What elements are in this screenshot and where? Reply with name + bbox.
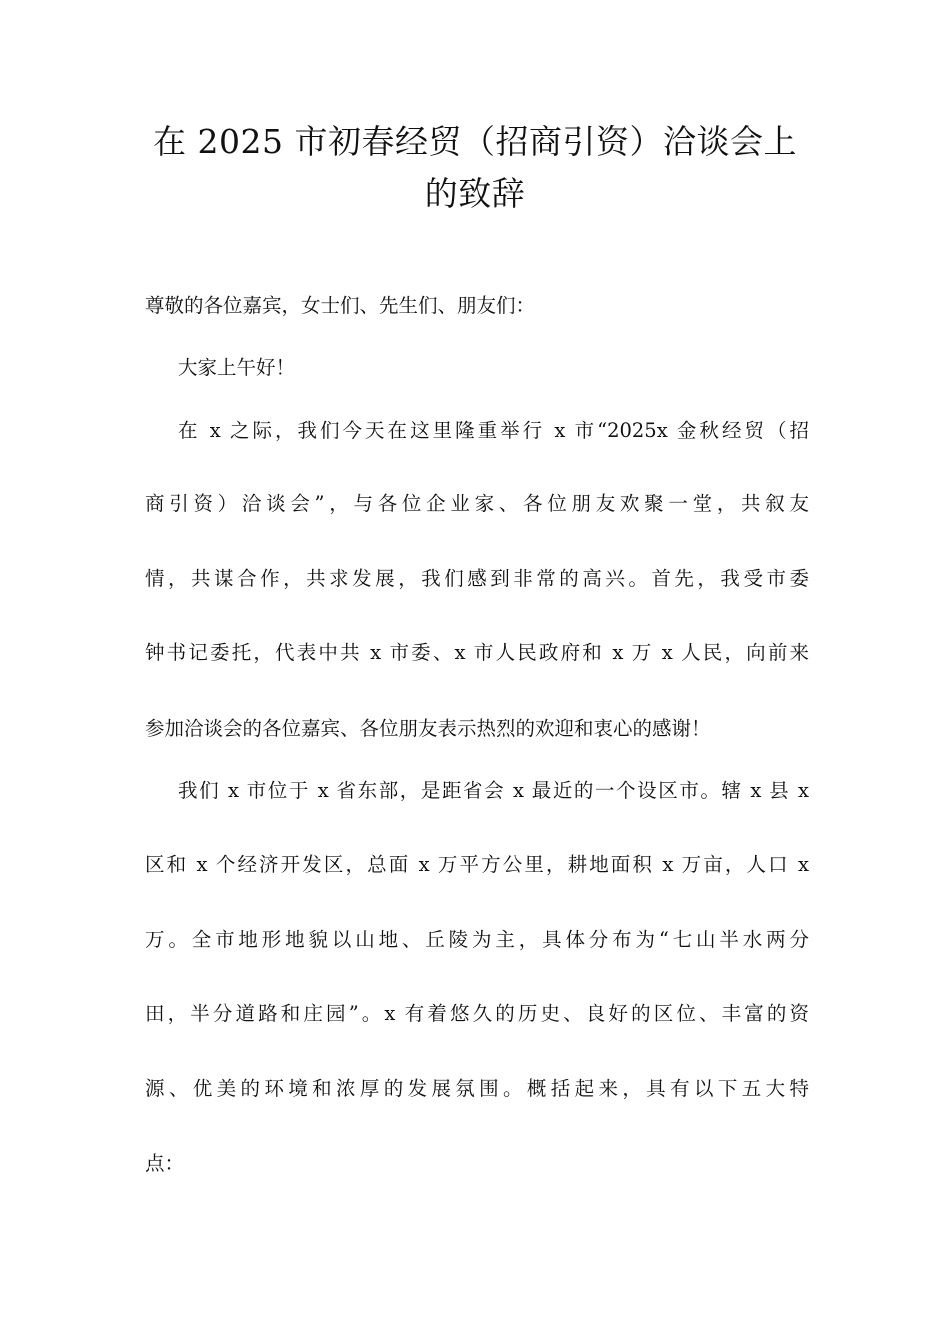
paragraph-1-line-1: 在 x 之际，我们今天在这里隆重举行 x 市“2025x 金秋经贸（招 [178,419,809,442]
document-title-line-2: 的致辞 [424,174,526,213]
paragraph-1-line-3: 情，共谋合作，共求发展，我们感到非常的高兴。首先，我受市委 [145,567,809,590]
paragraph-1-line-2: 商引资）洽谈会”，与各位企业家、各位朋友欢聚一堂，共叙友 [145,492,809,515]
paragraph-2-line-1: 我们 x 市位于 x 省东部，是距省会 x 最近的一个设区市。辖 x 县 x [178,779,809,802]
paragraph-2-line-5: 源、优美的环境和浓厚的发展氛围。概括起来，具有以下五大特 [145,1077,809,1100]
paragraph-1-line-5: 参加洽谈会的各位嘉宾、各位朋友表示热烈的欢迎和衷心的感谢！ [145,717,711,740]
paragraph-2-line-4: 田，半分道路和庄园”。x 有着悠久的历史、良好的区位、丰富的资 [145,1002,809,1025]
salutation: 尊敬的各位嘉宾，女士们、先生们、朋友们： [145,294,536,317]
paragraph-2-line-2: 区和 x 个经济开发区，总面 x 万平方公里，耕地面积 x 万亩，人口 x [145,853,809,876]
paragraph-2-line-6: 点： [145,1152,185,1175]
paragraph-1-line-4: 钟书记委托，代表中共 x 市委、x 市人民政府和 x 万 x 人民，向前来 [145,641,809,664]
document-title-line-1: 在 2025 市初春经贸（招商引资）洽谈会上 [153,122,797,161]
paragraph-2-line-3: 万。全市地形地貌以山地、丘陵为主，具体分布为“七山半水两分 [145,928,809,951]
greeting: 大家上午好！ [178,356,296,379]
